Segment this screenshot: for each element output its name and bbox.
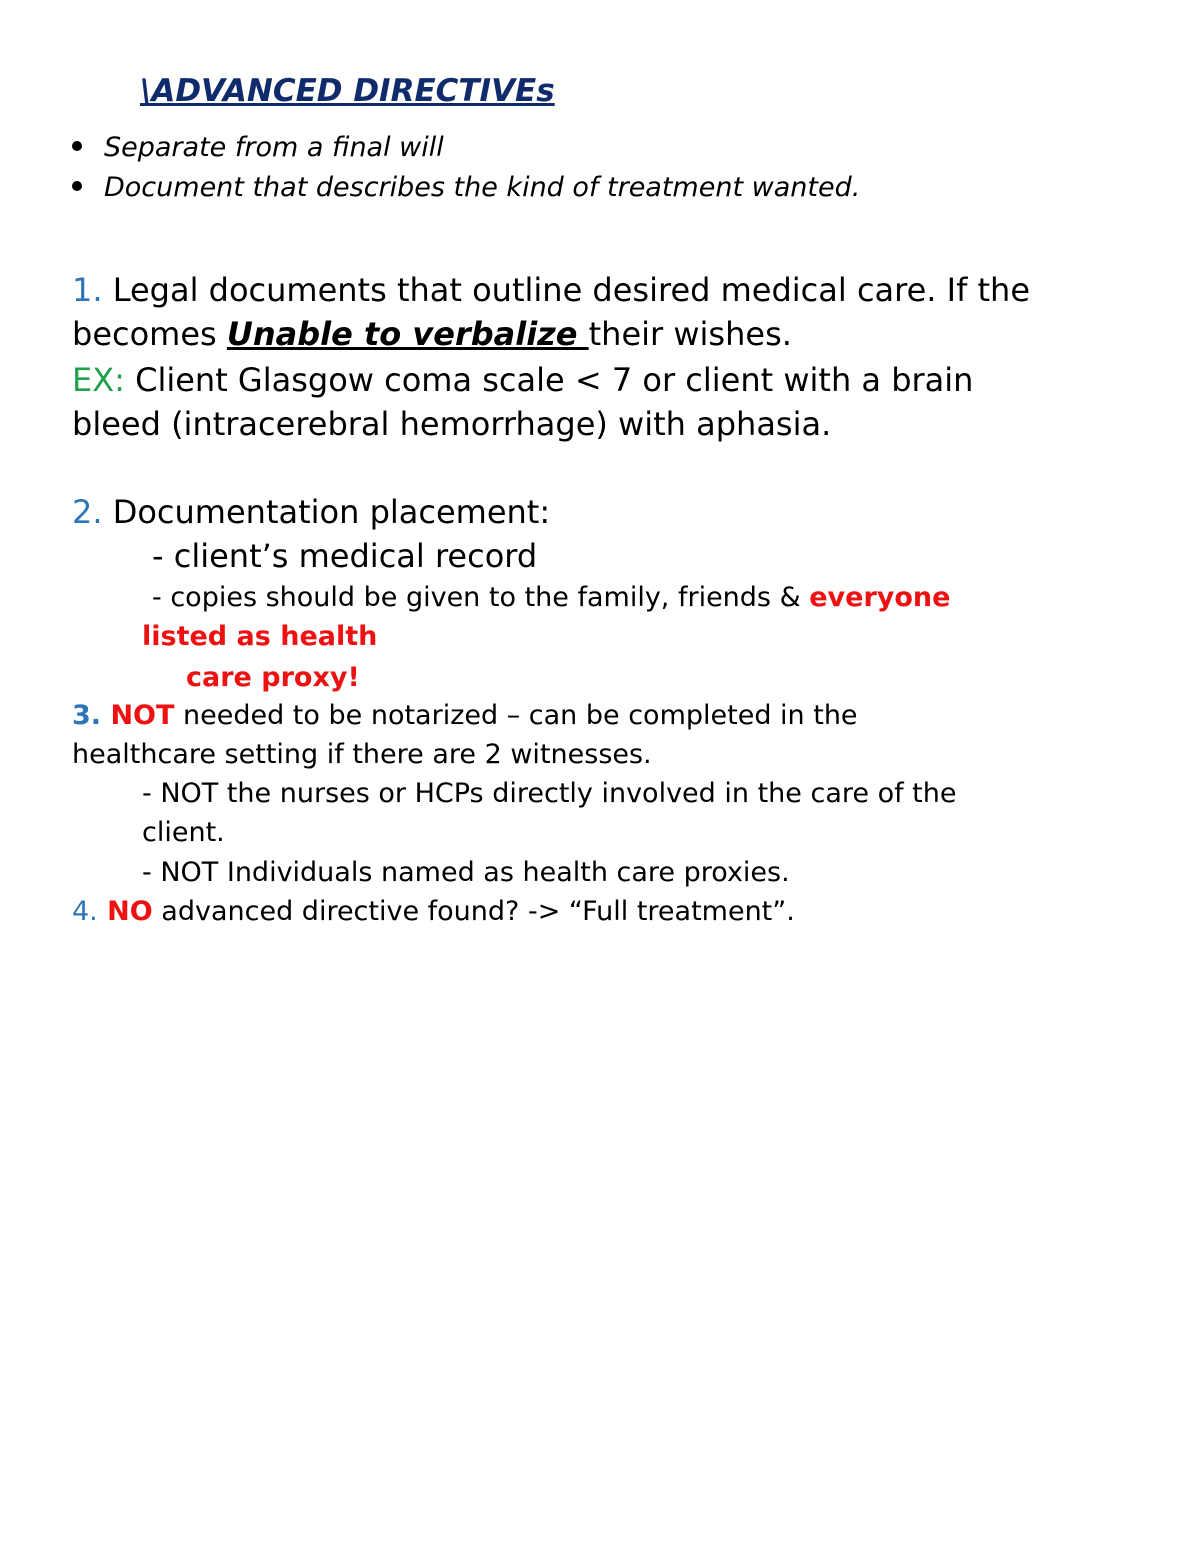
- item3-sub1-text2: client.: [142, 817, 225, 848]
- item4-number: 4.: [72, 896, 98, 927]
- item1-text-prefix: becomes: [72, 315, 227, 353]
- item1-number: 1.: [72, 271, 103, 309]
- item1-example-line1: [72, 361, 974, 399]
- bullet-item: [72, 174, 860, 201]
- item1-emphasis: Unable to verbalize: [226, 315, 589, 353]
- item1-line2: [72, 315, 792, 353]
- item1-text-line1: Legal documents that outline desired medical care. If the: [102, 271, 1031, 309]
- item2-heading: [72, 493, 551, 531]
- item3-sub2: [142, 859, 790, 886]
- item2-sub2-text: - copies should be given to the family, friends &: [152, 582, 810, 613]
- title-text: \ADVANCED DIRECTIVEs: [140, 73, 555, 109]
- item3-not: NOT: [101, 700, 175, 731]
- item2-sub2-red: everyone: [809, 582, 951, 613]
- item2-sub2-red-text3: care proxy!: [186, 662, 360, 693]
- item3-text-line1: needed to be notarized – can be completed in the: [174, 700, 858, 731]
- example-label: EX:: [72, 361, 125, 399]
- item3-sub2-text: - NOT Individuals named as health care proxies.: [142, 857, 790, 888]
- item2-sub1-text: - client’s medical record: [152, 537, 538, 575]
- item2-number: 2.: [72, 493, 103, 531]
- item3-sub1-text1: - NOT the nurses or HCPs directly involved in the care of the: [142, 778, 957, 809]
- item3-sub1-line1: [142, 780, 956, 807]
- item2-sub2-red-text2: listed as health: [142, 621, 378, 652]
- page-title: [140, 73, 555, 109]
- bullet-item: [72, 134, 444, 161]
- item2-sub2-red-line2: [142, 623, 377, 650]
- item3-number: 3.: [72, 700, 102, 731]
- item3-line1: [72, 702, 858, 729]
- example-text-line1: Client Glasgow coma scale < 7 or client with a brain: [124, 361, 974, 399]
- item1-example-line2: [72, 405, 832, 443]
- item2-heading-text: Documentation placement:: [102, 493, 551, 531]
- item3-text-line2: healthcare setting if there are 2 witnesses.: [72, 739, 652, 770]
- item4-no: NO: [97, 896, 153, 927]
- item3-line2: [72, 741, 652, 768]
- item2-sub2: [152, 584, 950, 611]
- item4-text: advanced directive found? -> “Full treatment”.: [152, 896, 795, 927]
- item3-sub1-line2: [142, 819, 225, 846]
- bullet-text: Document that describes the kind of treatment wanted.: [104, 172, 861, 203]
- bullet-dot-icon: [72, 141, 82, 151]
- item1-line1: [72, 271, 1031, 309]
- example-text-line2: bleed (intracerebral hemorrhage) with aphasia.: [72, 405, 832, 443]
- bullet-dot-icon: [72, 181, 82, 191]
- bullet-text: Separate from a final will: [104, 132, 444, 163]
- item2-sub1: [152, 537, 538, 575]
- item4-line: [72, 898, 795, 925]
- item2-sub2-red-line3: [186, 664, 360, 691]
- item1-text-suffix: their wishes.: [588, 315, 792, 353]
